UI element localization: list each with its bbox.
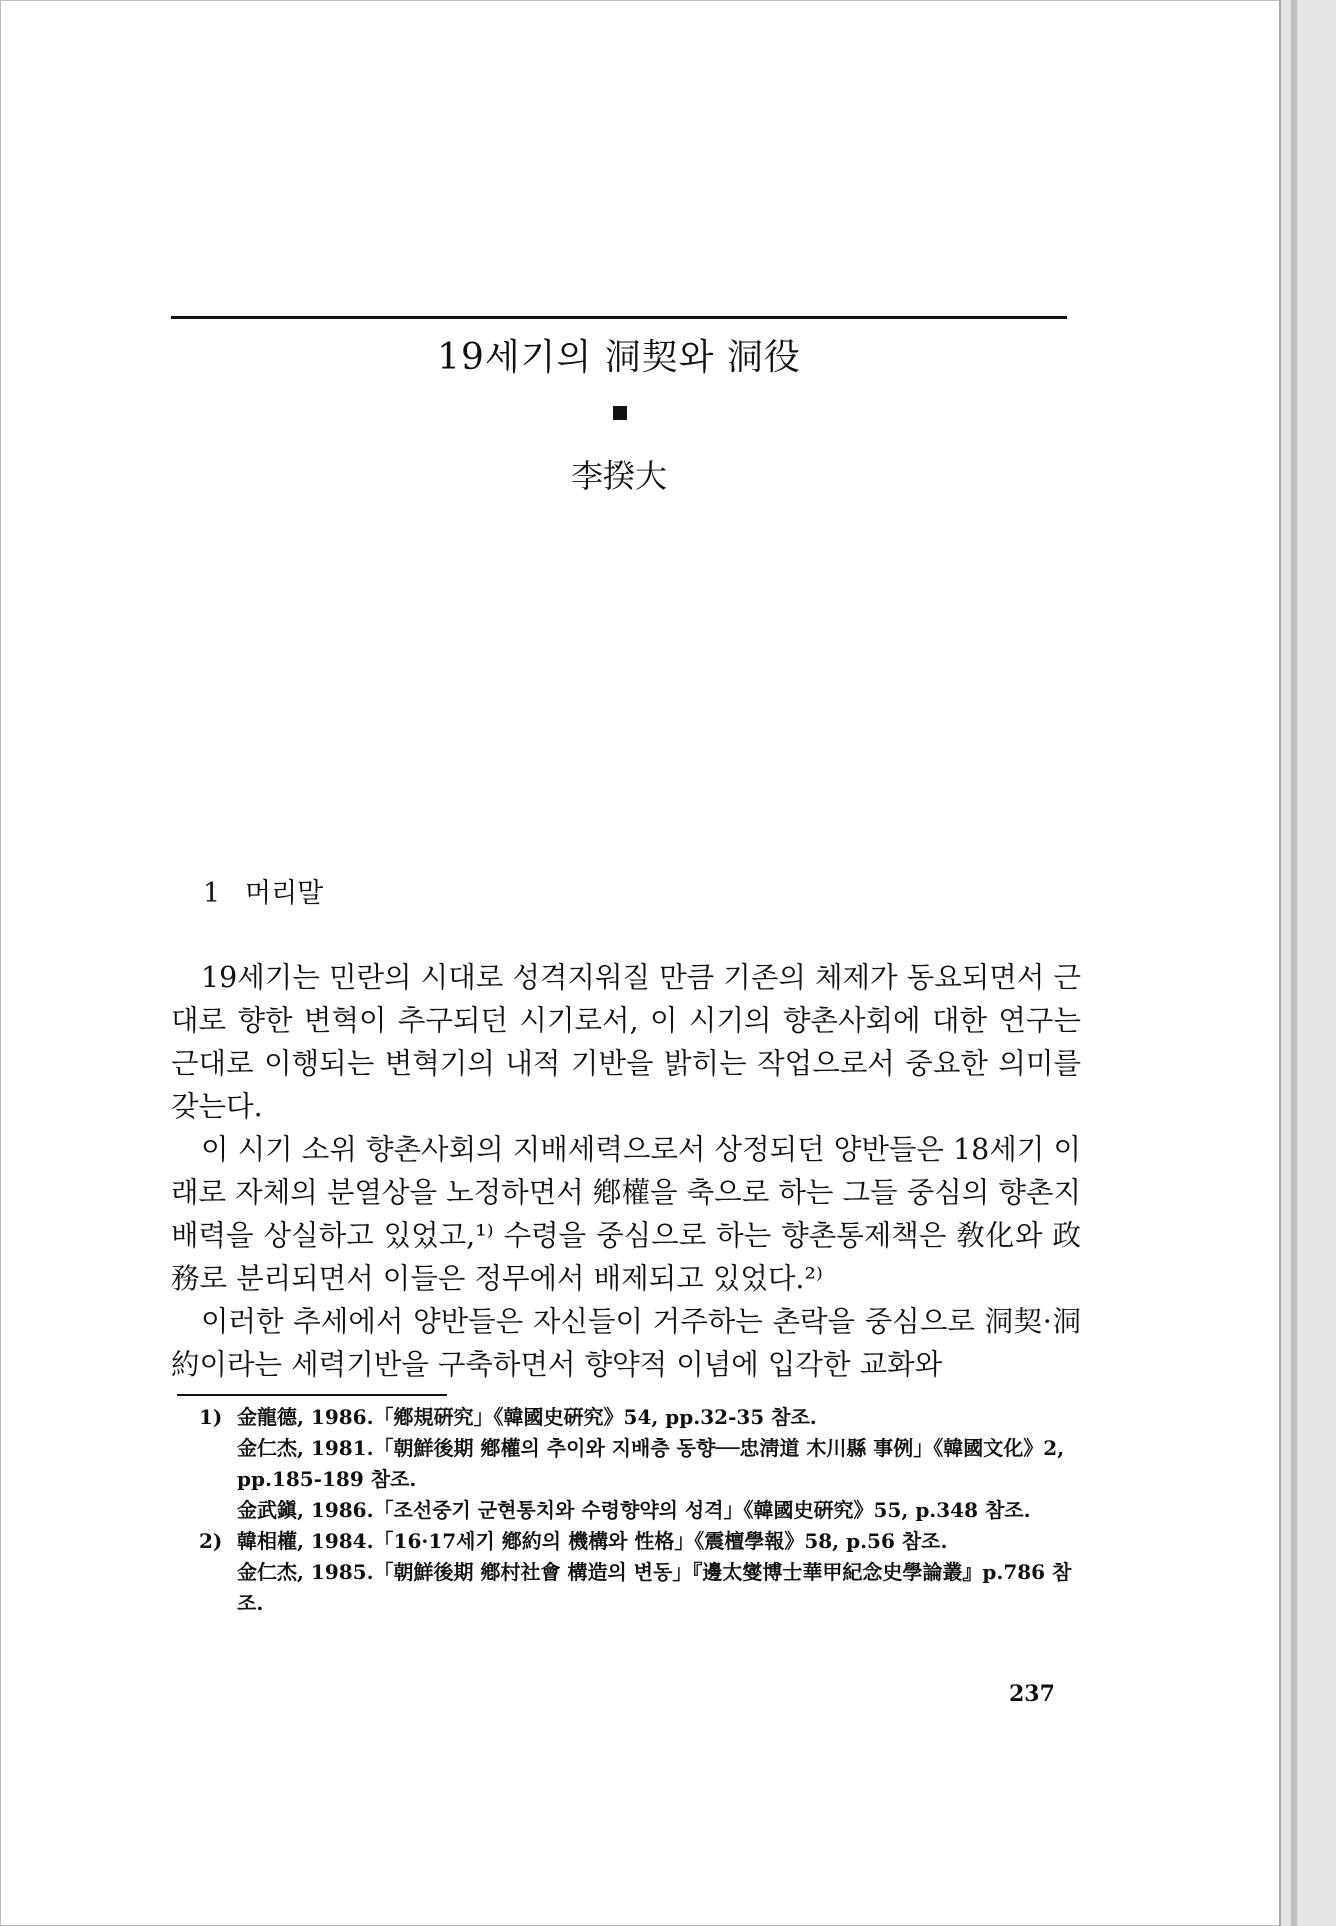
body-text [171, 956, 1081, 1386]
footnote-2 [199, 1526, 1079, 1619]
footnote-rule [177, 1394, 447, 1396]
title-square-ornament [613, 406, 627, 420]
footnote-line: 金仁杰, 1985.「朝鮮後期 鄕村社會 構造의 변동」『邊太燮博士華甲紀念史學論叢』p.786 참조. [237, 1560, 1072, 1615]
viewer-scrollbar[interactable] [1279, 0, 1336, 1926]
footnote-1 [199, 1402, 1079, 1526]
section-title: 머리말 [245, 878, 324, 909]
scrollbar-track[interactable] [1291, 0, 1297, 1926]
page-number: 237 [1009, 1681, 1055, 1707]
article-title: 19세기의 洞契와 洞役 [437, 337, 801, 378]
paragraph: 이러한 추세에서 양반들은 자신들이 거주하는 촌락을 중심으로 洞契·洞約이라는 세력기반을 구축하면서 향약적 이념에 입각한 교화와 [171, 1305, 1081, 1381]
footnote-line: 韓相權, 1984.「16·17세기 鄕約의 機構와 性格」《震檀學報》58, p.56 참조. [237, 1529, 948, 1553]
footnote-line: 金龍德, 1986.「鄕規硏究」《韓國史硏究》54, pp.32-35 참조. [237, 1405, 817, 1429]
paragraph: 이 시기 소위 향촌사회의 지배세력으로서 상정되던 양반들은 18세기 이래로 자체의 분열상을 노정하면서 鄕權을 축으로 하는 그들 중심의 향촌지배력을 상실하고 있었고,¹⁾ 수령을 중심으로 하는 향촌통제책은 敎化와 政務로 분리되면서 이들은 정무에서 배제되고 있었다.²⁾ [171, 1133, 1081, 1295]
section-number: 1 [203, 878, 221, 909]
footnote-mark: 2) [199, 1529, 223, 1553]
footnote-line: 金武鎭, 1986.「조선중기 군현통치와 수령향약의 성격」《韓國史硏究》55, p.348 참조. [237, 1498, 1031, 1522]
author-name: 李揆大 [570, 457, 667, 495]
footnote-mark: 1) [199, 1405, 223, 1429]
title-top-rule [171, 316, 1067, 319]
footnotes [199, 1402, 1079, 1619]
paragraph: 19세기는 민란의 시대로 성격지워질 만큼 기존의 체제가 동요되면서 근대로 향한 변혁이 추구되던 시기로서, 이 시기의 향촌사회에 대한 연구는 근대로 이행되는 변혁기의 내적 기반을 밝히는 작업으로서 중요한 의미를 갖는다. [171, 961, 1081, 1123]
section-heading [203, 871, 323, 910]
footnote-line: 金仁杰, 1981.「朝鮮後期 鄕權의 추이와 지배층 동향──忠淸道 木川縣 事例」《韓國文化》2, pp.185-189 참조. [237, 1436, 1065, 1491]
